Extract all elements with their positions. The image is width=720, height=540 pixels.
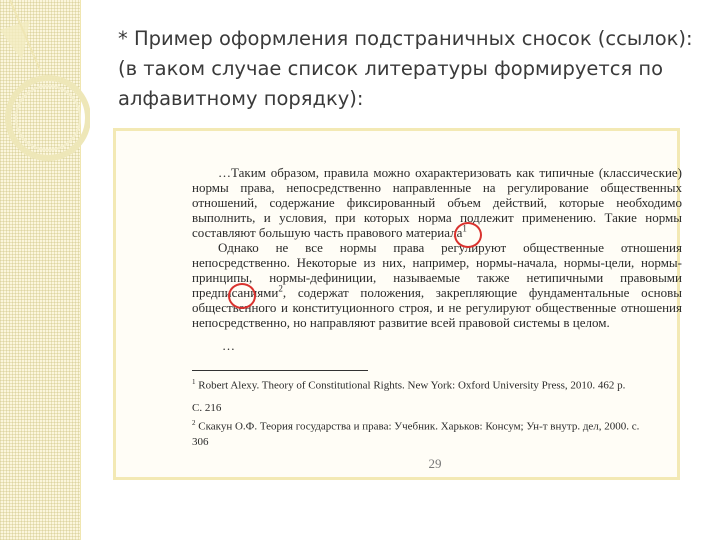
annotation-circle-ref-1 [454, 222, 482, 248]
paragraph-1-text: …Таким образом, правила можно охарактеризовать как типичные (классические) нормы права, непосредственно направленные на регулирование общественных отношений, содержание фиксированный объем действий, которые необходимо выполнить, и условия, при которых норма подлежит применению. Такие нормы составляют большую часть правового материала [192, 165, 682, 240]
footnote-2 [192, 417, 682, 434]
ellipsis: … [222, 338, 235, 353]
paragraph-2-text-a: Однако не все нормы права регулируют общественные отношения непосредственно. Некоторые из них, например, нормы-начала, нормы-цели, нормы-принципы, нормы-дефиниции, называемые также нетипичными правовыми предписаниями [192, 240, 682, 300]
paragraph-2-text-b: , содержат положения, закрепляющие фундаментальные основы общественного и конституционного строя, и не регулируют общественные отношения непосредственно, но направляют развитие всей правовой системы в целом. [192, 285, 682, 330]
footnote-ref-2: 2 [278, 283, 283, 294]
footnote-1-number: 1 [192, 378, 196, 386]
heading-line-2: (в таком случае список литературы формируется по [118, 57, 664, 80]
page-number: 29 [428, 456, 442, 471]
footnote-2-number: 2 [192, 419, 196, 427]
heading-line-1: * Пример оформления подстраничных сносок (ссылок): [118, 27, 693, 50]
decorative-swirl [0, 0, 90, 200]
footnote-2-text: Скакун О.Ф. Теория государства и права: Учебник. Харьков: Консум; Ун-т внутр. дел, 2000. с. [198, 420, 640, 433]
footnote-divider [192, 370, 368, 371]
footnote-1-page: С. 216 [192, 402, 222, 414]
slide-heading [118, 24, 698, 114]
footnote-1 [192, 376, 682, 393]
document-body [192, 165, 682, 330]
footnote-ref-1: 1 [462, 223, 467, 234]
paragraph-1 [192, 165, 682, 240]
paragraph-2 [192, 240, 682, 330]
annotation-circle-ref-2 [228, 283, 256, 309]
footnote-1-text: Robert Alexy. Theory of Constitutional Rights. New York: Oxford University Press, 2010. 462 p. [198, 379, 626, 392]
heading-line-3: алфавитному порядку): [118, 87, 364, 110]
footnote-2-page: 306 [192, 436, 209, 448]
